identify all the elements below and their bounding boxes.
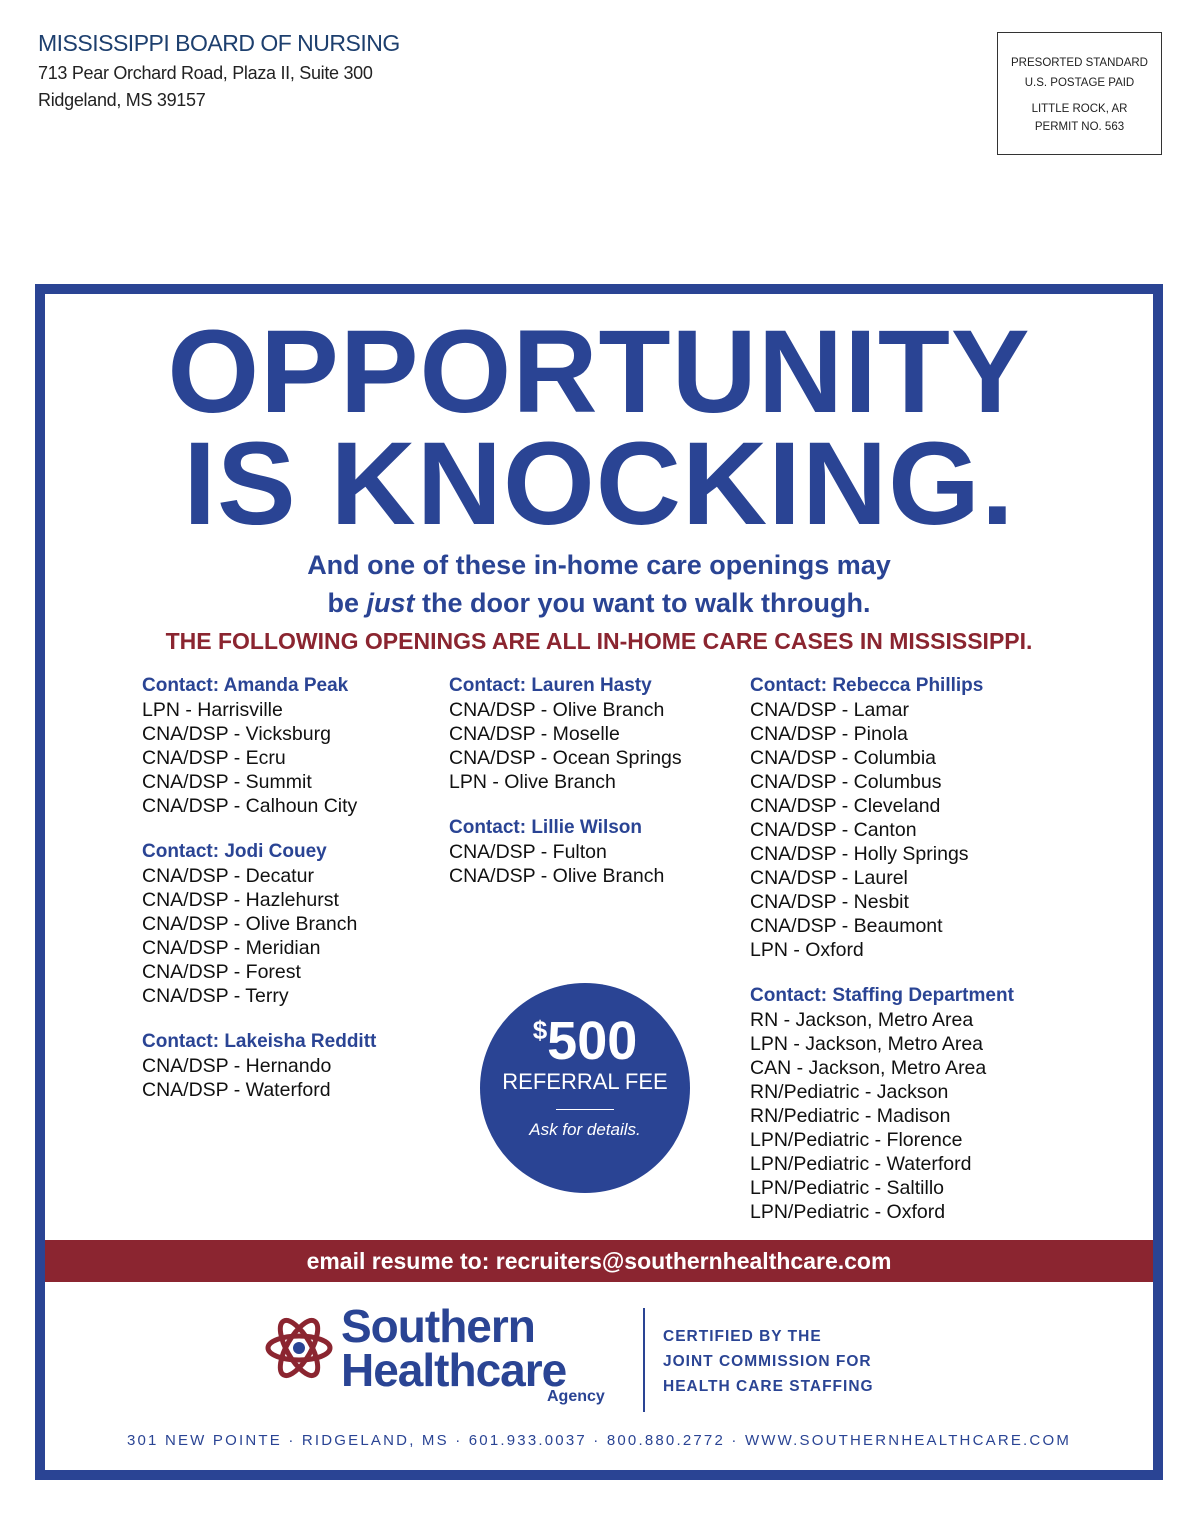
opening-item: CNA/DSP - Laurel	[750, 867, 908, 889]
opening-item: CNA/DSP - Hazlehurst	[142, 889, 339, 911]
opening-item: LPN - Oxford	[750, 939, 864, 961]
opening-item: CNA/DSP - Hernando	[142, 1055, 332, 1077]
subheadline-line1: And one of these in-home care openings may	[307, 550, 891, 580]
column-3	[750, 674, 1014, 1246]
contact-group	[449, 816, 682, 888]
opening-item: CNA/DSP - Olive Branch	[449, 865, 665, 887]
postage-line3: LITTLE ROCK, AR	[1031, 103, 1128, 115]
opening-item: RN/Pediatric - Jackson	[750, 1081, 949, 1103]
opening-item: CNA/DSP - Canton	[750, 819, 917, 841]
opening-item: LPN/Pediatric - Saltillo	[750, 1177, 944, 1199]
contact-heading: Contact: Staffing Department	[750, 985, 1014, 1006]
postage-line4: PERMIT NO. 563	[1034, 121, 1125, 133]
opening-item: CNA/DSP - Columbia	[750, 747, 937, 769]
opening-item: LPN - Jackson, Metro Area	[750, 1033, 984, 1055]
headline-line1: OPPORTUNITY	[167, 306, 1031, 438]
opening-item: CNA/DSP - Waterford	[142, 1079, 331, 1101]
opening-item: RN - Jackson, Metro Area	[750, 1009, 974, 1031]
referral-label: REFERRAL FEE	[502, 1069, 668, 1094]
postage-line2: U.S. POSTAGE PAID	[1024, 77, 1135, 89]
opening-item: CNA/DSP - Calhoun City	[142, 795, 358, 817]
cert-line1: CERTIFIED BY THE	[663, 1328, 822, 1345]
mailer-address-line1: 713 Pear Orchard Road, Plaza II, Suite 300	[38, 63, 373, 83]
cert-line2: JOINT COMMISSION FOR	[663, 1353, 872, 1370]
opening-item: CNA/DSP - Pinola	[750, 723, 908, 745]
opening-item: CNA/DSP - Columbus	[750, 771, 942, 793]
opening-item: CNA/DSP - Decatur	[142, 865, 314, 887]
postage-line1: PRESORTED STANDARD	[1011, 57, 1148, 69]
email-banner[interactable]: email resume to: recruiters@southernhealthcare.com	[45, 1240, 1153, 1282]
opening-item: LPN - Olive Branch	[449, 771, 616, 793]
opening-item: CNA/DSP - Cleveland	[750, 795, 941, 817]
contact-heading: Contact: Lakeisha Redditt	[142, 1031, 377, 1052]
opening-item: CNA/DSP - Lamar	[750, 699, 909, 721]
return-address	[38, 30, 400, 111]
contact-group	[449, 674, 682, 794]
certification	[663, 1324, 874, 1399]
opening-item: CNA/DSP - Meridian	[142, 937, 321, 959]
brand-block	[265, 1302, 925, 1412]
headline	[45, 306, 1153, 550]
opening-item: CNA/DSP - Summit	[142, 771, 312, 793]
footer-contact: 301 NEW POINTE · RIDGELAND, MS · 601.933.0037 · 800.880.2772 · WWW.SOUTHERNHEALTHCARE.COM	[126, 1432, 1072, 1449]
opening-item: CNA/DSP - Olive Branch	[449, 699, 665, 721]
contact-group	[142, 840, 376, 1008]
mailer-org: MISSISSIPPI BOARD OF NURSING	[38, 30, 400, 56]
cert-line3: HEALTH CARE STAFFING	[663, 1378, 874, 1395]
badge-divider	[556, 1109, 614, 1110]
opening-item: LPN - Harrisville	[142, 699, 283, 721]
contact-group	[750, 674, 1014, 962]
atom-logo-icon	[265, 1314, 333, 1382]
opening-item: LPN/Pediatric - Waterford	[750, 1153, 972, 1175]
ad-frame	[35, 284, 1163, 1480]
brand-line2: Healthcare	[341, 1344, 567, 1396]
opening-item: LPN/Pediatric - Florence	[750, 1129, 963, 1151]
contact-group	[142, 1030, 376, 1102]
column-1	[142, 674, 376, 1124]
opening-item: CNA/DSP - Fulton	[449, 841, 607, 863]
referral-badge	[480, 983, 690, 1193]
subheadline-line2: be just the door you want to walk through.	[327, 588, 871, 618]
brand-line1: Southern	[341, 1300, 535, 1352]
opening-item: CNA/DSP - Beaumont	[750, 915, 943, 937]
headline-line2: IS KNOCKING.	[183, 418, 1015, 550]
opening-item: CNA/DSP - Vicksburg	[142, 723, 331, 745]
contact-heading: Contact: Rebecca Phillips	[750, 675, 984, 696]
contact-heading: Contact: Amanda Peak	[142, 675, 349, 696]
opening-item: RN/Pediatric - Madison	[750, 1105, 951, 1127]
referral-note: Ask for details.	[529, 1120, 641, 1139]
contact-heading: Contact: Lillie Wilson	[449, 817, 642, 838]
openings-notice: THE FOLLOWING OPENINGS ARE ALL IN-HOME CARE CASES IN MISSISSIPPI.	[165, 628, 1033, 654]
brand-divider	[643, 1308, 645, 1412]
brand-wordmark	[341, 1300, 605, 1405]
subheadline	[45, 546, 1153, 622]
opening-item: CNA/DSP - Olive Branch	[142, 913, 358, 935]
opening-item: CNA/DSP - Holly Springs	[750, 843, 969, 865]
opening-item: LPN/Pediatric - Oxford	[750, 1201, 946, 1223]
contact-heading: Contact: Lauren Hasty	[449, 675, 652, 696]
opening-item: CNA/DSP - Ecru	[142, 747, 286, 769]
opening-item: CNA/DSP - Ocean Springs	[449, 747, 682, 769]
opening-item: CNA/DSP - Nesbit	[750, 891, 909, 913]
opening-item: CNA/DSP - Terry	[142, 985, 289, 1007]
referral-amount: $500	[532, 1011, 638, 1071]
opening-item: CNA/DSP - Moselle	[449, 723, 620, 745]
opening-item: CNA/DSP - Forest	[142, 961, 301, 983]
contact-heading: Contact: Jodi Couey	[142, 841, 327, 862]
mailer-address-line2: Ridgeland, MS 39157	[38, 90, 206, 110]
opening-item: CAN - Jackson, Metro Area	[750, 1057, 987, 1079]
contact-group	[750, 984, 1014, 1224]
emphasis-just: just	[366, 588, 415, 618]
column-2	[449, 674, 682, 910]
brand-line3: Agency	[547, 1388, 605, 1405]
postage-indicia	[997, 32, 1162, 155]
contact-group	[142, 674, 376, 818]
